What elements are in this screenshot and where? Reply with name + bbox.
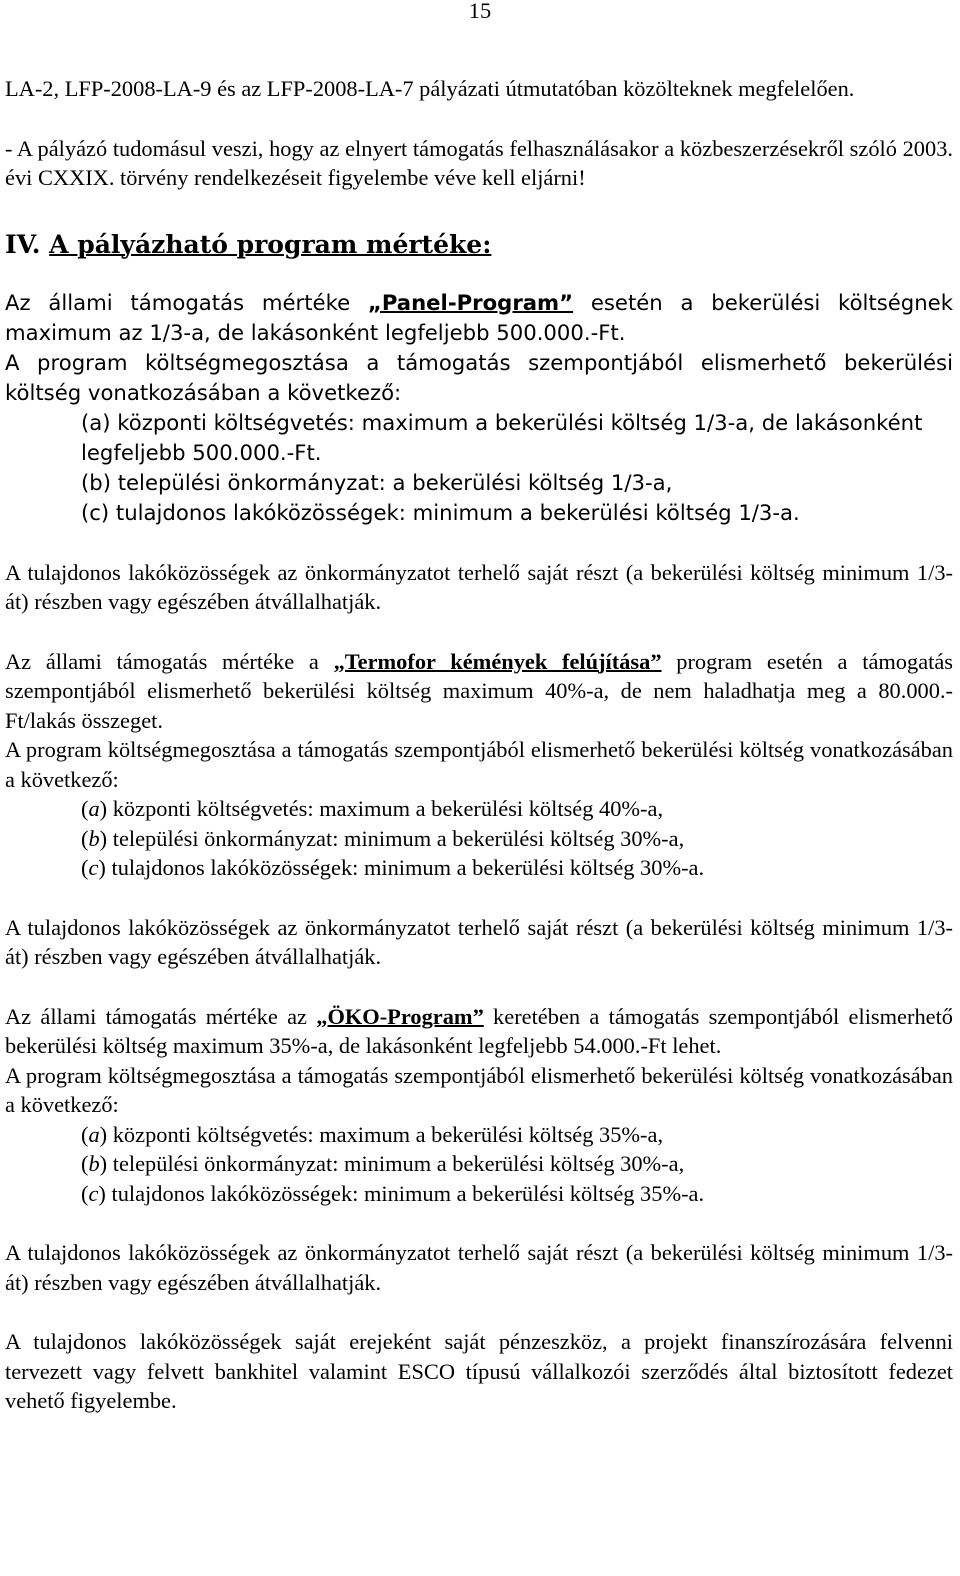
page-number: 15 bbox=[468, 0, 492, 23]
panel-items bbox=[5, 408, 953, 528]
list-item: (b) települési önkormányzat: minimum a bekerülési költség 30%-a, bbox=[81, 825, 685, 851]
oko-note: A tulajdonos lakóközösségek az önkormányzatot terhelő saját részt (a bekerülési költség minimum 1/3-át) részben vagy egészében átvállalhatják. bbox=[5, 1240, 953, 1295]
oko-lead: Az állami támogatás mértéke az „ÖKO-Program” keretében a támogatás szempontjából elismerhető bekerülési költség maximum 35%-a, de lakásonként legfeljebb 54.000.-Ft lehet. bbox=[5, 1003, 953, 1058]
list-item: (a) központi költségvetés: maximum a bekerülési költség 40%-a, bbox=[81, 796, 664, 821]
oko-program-name: „ÖKO-Program” bbox=[316, 1003, 484, 1029]
list-item: (a) központi költségvetés: maximum a bekerülési költség 35%-a, bbox=[81, 1121, 664, 1147]
list-item: (a) központi költségvetés: maximum a bekerülési költség 1/3-a, de lakásonként legfeljebb 500.000.-Ft. bbox=[81, 409, 923, 465]
intro-paragraph-2: - A pályázó tudomásul veszi, hogy az elnyert támogatás felhasználásakor a közbeszerzésekről szóló 2003. évi CXXIX. törvény rendelkezéseit figyelembe véve kell eljárni! bbox=[5, 135, 953, 190]
list-item: (c) tulajdonos lakóközösségek: minimum a bekerülési költség 35%-a. bbox=[81, 1180, 705, 1206]
oko-split-intro: A program költségmegosztása a támogatás szempontjából elismerhető bekerülési költség vonatkozásában a következő: bbox=[5, 1062, 953, 1117]
list-item: (c) tulajdonos lakóközösségek: minimum a bekerülési költség 1/3-a. bbox=[81, 499, 800, 525]
panel-program-name: „Panel-Program” bbox=[367, 289, 574, 315]
termofor-program-name: „Termofor kémények felújítása” bbox=[333, 648, 662, 674]
section-number: IV. bbox=[5, 229, 41, 259]
termofor-lead: Az állami támogatás mértéke a „Termofor kémények felújítása” program esetén a támogatás szempontjából elismerhető bekerülési költség maximum 40%-a, de nem haladhatja meg a 80.000.-Ft/lakás összeget. bbox=[5, 648, 953, 733]
oko-items bbox=[5, 1120, 953, 1209]
list-item: (c) tulajdonos lakóközösségek: minimum a bekerülési költség 30%-a. bbox=[81, 855, 705, 880]
intro-paragraph-1: LA-2, LFP-2008-LA-9 és az LFP-2008-LA-7 pályázati útmutatóban közölteknek megfelelően. bbox=[5, 76, 855, 101]
list-item: (b) települési önkormányzat: minimum a bekerülési költség 30%-a, bbox=[81, 1151, 685, 1176]
panel-lead: Az állami támogatás mértéke „Panel-Program” esetén a bekerülési költségnek maximum az 1/3-a, de lakásonként legfeljebb 500.000.-Ft. bbox=[5, 289, 953, 345]
document-body bbox=[5, 74, 953, 1416]
list-item: (b) települési önkormányzat: a bekerülési költség 1/3-a, bbox=[81, 469, 673, 495]
panel-split-intro: A program költségmegosztása a támogatás szempontjából elismerhető bekerülési költség vonatkozásában a következő: bbox=[5, 349, 953, 405]
panel-program-section bbox=[5, 288, 953, 528]
section-heading bbox=[5, 230, 953, 260]
termofor-split-intro: A program költségmegosztása a támogatás szempontjából elismerhető bekerülési költség vonatkozásában a következő: bbox=[5, 737, 953, 792]
termofor-note: A tulajdonos lakóközösségek az önkormányzatot terhelő saját részt (a bekerülési költség minimum 1/3-át) részben vagy egészében átvállalhatják. bbox=[5, 914, 953, 969]
closing-paragraph: A tulajdonos lakóközösségek saját erejeként saját pénzeszköz, a projekt finanszírozására felvenni tervezett vagy felvett bankhitel valamint ESCO típusú vállalkozói szerződés által biztosított fedezet vehető figyelembe. bbox=[5, 1329, 953, 1413]
panel-note: A tulajdonos lakóközösségek az önkormányzatot terhelő saját részt (a bekerülési költség minimum 1/3-át) részben vagy egészében átvállalhatják. bbox=[5, 559, 953, 614]
section-title: A pályázható program mértéke: bbox=[49, 229, 492, 259]
termofor-items bbox=[5, 794, 953, 883]
